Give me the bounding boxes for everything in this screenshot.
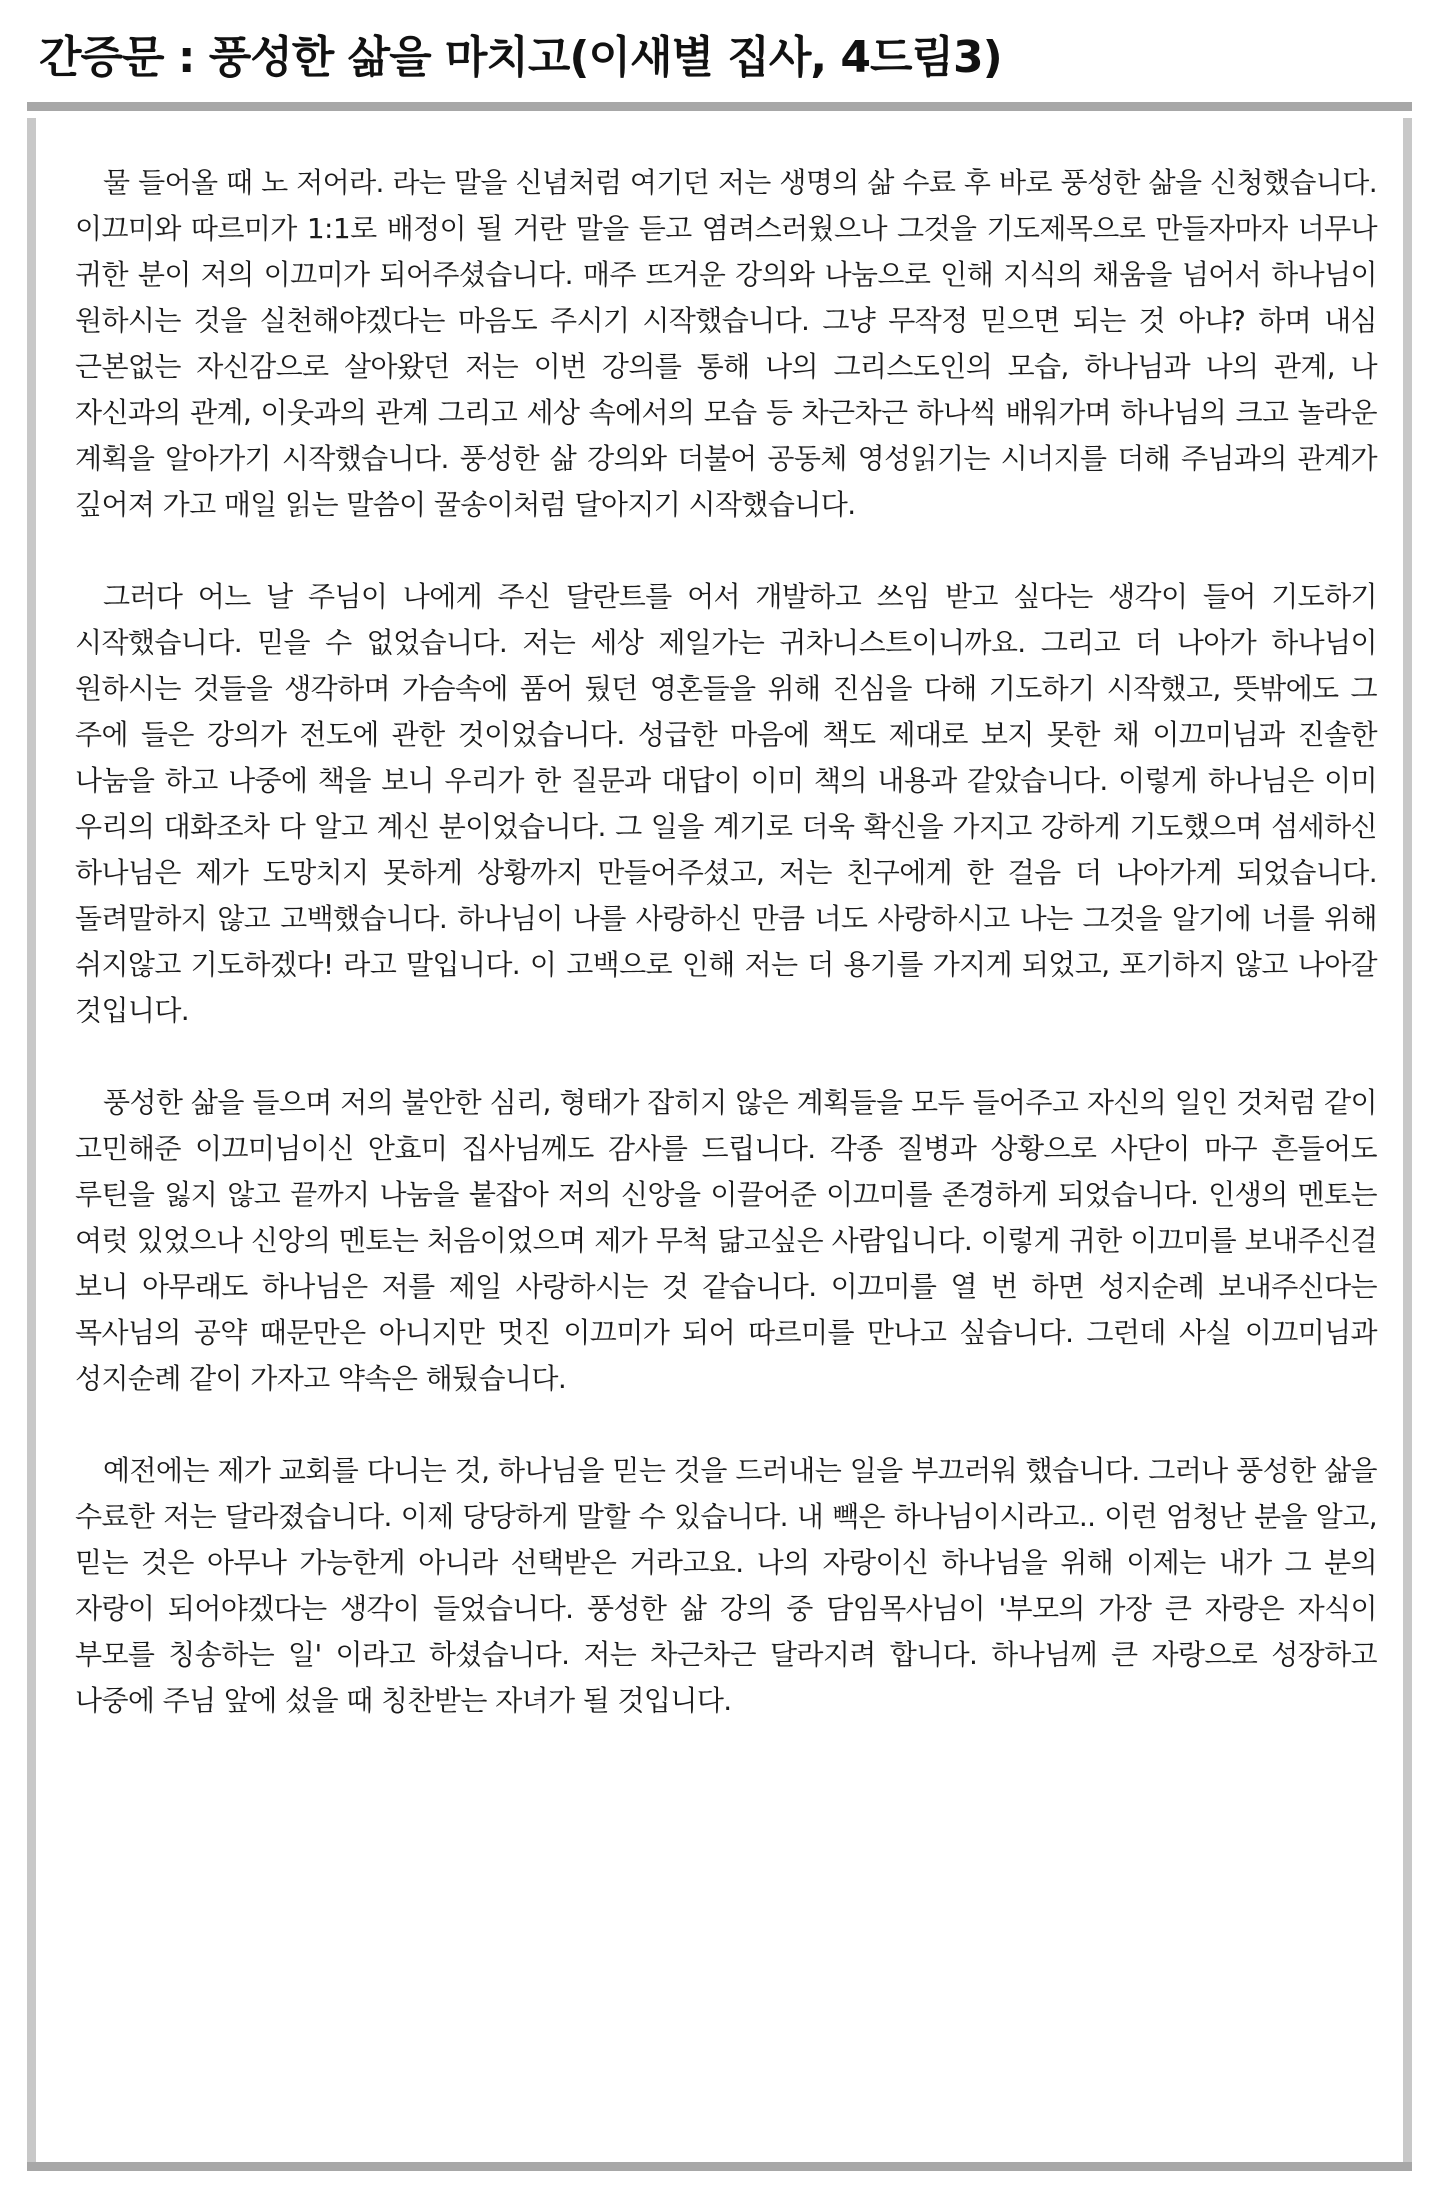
frame-right-border — [1403, 118, 1412, 2171]
paragraph-4: 예전에는 제가 교회를 다니는 것, 하나님을 믿는 것을 드러내는 일을 부끄러워 했습니다. 그러나 풍성한 삶을 수료한 저는 달라졌습니다. 이제 당당하게 말할 수 있습니다. 내 빽은 하나님이시라고.. 이런 엄청난 분을 알고, 믿는 것은 아무나 가능한게 아니라 선택받은 거라고요. 나의 자랑이신 하나님을 위해 이제는 내가 그 분의 자랑이 되어야겠다는 생각이 들었습니다. 풍성한 삶 강의 중 담임목사님이 '부모의 가장 큰 자랑은 자식이 부모를 칭송하는 일' 이라고 하셨습니다. 저는 차근차근 달라지려 합니다. 하나님께 큰 자랑으로 성장하고 나중에 주님 앞에 섰을 때 칭찬받는 자녀가 될 것입니다. — [75, 1454, 1377, 1717]
header-divider — [27, 102, 1412, 111]
testimony-frame — [27, 118, 1412, 2171]
paragraph-3: 풍성한 삶을 들으며 저의 불안한 심리, 형태가 잡히지 않은 계획들을 모두 들어주고 자신의 일인 것처럼 같이 고민해준 이끄미님이신 안효미 집사님께도 감사를 드립니다. 각종 질병과 상황으로 사단이 마구 흔들어도 루틴을 잃지 않고 끝까지 나눔을 붙잡아 저의 신앙을 이끌어준 이끄미를 존경하게 되었습니다. 인생의 멘토는 여럿 있었으나 신앙의 멘토는 처음이었으며 제가 무척 닮고싶은 사람입니다. 이렇게 귀한 이끄미를 보내주신걸 보니 아무래도 하나님은 저를 제일 사랑하시는 것 같습니다. 이끄미를 열 번 하면 성지순례 보내주신다는 목사님의 공약 때문만은 아니지만 멋진 이끄미가 되어 따르미를 만나고 싶습니다. 그런데 사실 이끄미님과 성지순례 같이 가자고 약속은 해뒀습니다. — [75, 1086, 1377, 1395]
page-title: 간증문 : 풍성한 삶을 마치고(이새별 집사, 4드림3) — [39, 32, 1002, 83]
paragraph-1: 물 들어올 때 노 저어라. 라는 말을 신념처럼 여기던 저는 생명의 삶 수료 후 바로 풍성한 삶을 신청했습니다. 이끄미와 따르미가 1:1로 배정이 될 거란 말을 듣고 염려스러웠으나 그것을 기도제목으로 만들자마자 너무나 귀한 분이 저의 이끄미가 되어주셨습니다. 매주 뜨거운 강의와 나눔으로 인해 지식의 채움을 넘어서 하나님이 원하시는 것을 실천해야겠다는 마음도 주시기 시작했습니다. 그냥 무작정 믿으면 되는 것 아냐? 하며 내심 근본없는 자신감으로 살아왔던 저는 이번 강의를 통해 나의 그리스도인의 모습, 하나님과 나의 관계, 나 자신과의 관계, 이웃과의 관계 그리고 세상 속에서의 모습 등 차근차근 하나씩 배워가며 하나님의 크고 놀라운 계획을 알아가기 시작했습니다. 풍성한 삶 강의와 더불어 공동체 영성읽기는 시너지를 더해 주님과의 관계가 깊어져 가고 매일 읽는 말씀이 꿀송이처럼 달아지기 시작했습니다. — [75, 166, 1377, 521]
header — [27, 22, 1412, 102]
testimony-body — [75, 160, 1377, 1724]
frame-bottom-border — [27, 2162, 1412, 2171]
frame-left-border — [27, 118, 36, 2171]
paragraph-2: 그러다 어느 날 주님이 나에게 주신 달란트를 어서 개발하고 쓰임 받고 싶다는 생각이 들어 기도하기 시작했습니다. 믿을 수 없었습니다. 저는 세상 제일가는 귀차니스트이니까요. 그리고 더 나아가 하나님이 원하시는 것들을 생각하며 가슴속에 품어 뒀던 영혼들을 위해 진심을 다해 기도하기 시작했고, 뜻밖에도 그 주에 들은 강의가 전도에 관한 것이었습니다. 성급한 마음에 책도 제대로 보지 못한 채 이끄미님과 진솔한 나눔을 하고 나중에 책을 보니 우리가 한 질문과 대답이 이미 책의 내용과 같았습니다. 이렇게 하나님은 이미 우리의 대화조차 다 알고 계신 분이었습니다. 그 일을 계기로 더욱 확신을 가지고 강하게 기도했으며 섬세하신 하나님은 제가 도망치지 못하게 상황까지 만들어주셨고, 저는 친구에게 한 걸음 더 나아가게 되었습니다. 돌려말하지 않고 고백했습니다. 하나님이 나를 사랑하신 만큼 너도 사랑하시고 나는 그것을 알기에 너를 위해 쉬지않고 기도하겠다! 라고 말입니다. 이 고백으로 인해 저는 더 용기를 가지게 되었고, 포기하지 않고 나아갈 것입니다. — [75, 580, 1377, 1027]
